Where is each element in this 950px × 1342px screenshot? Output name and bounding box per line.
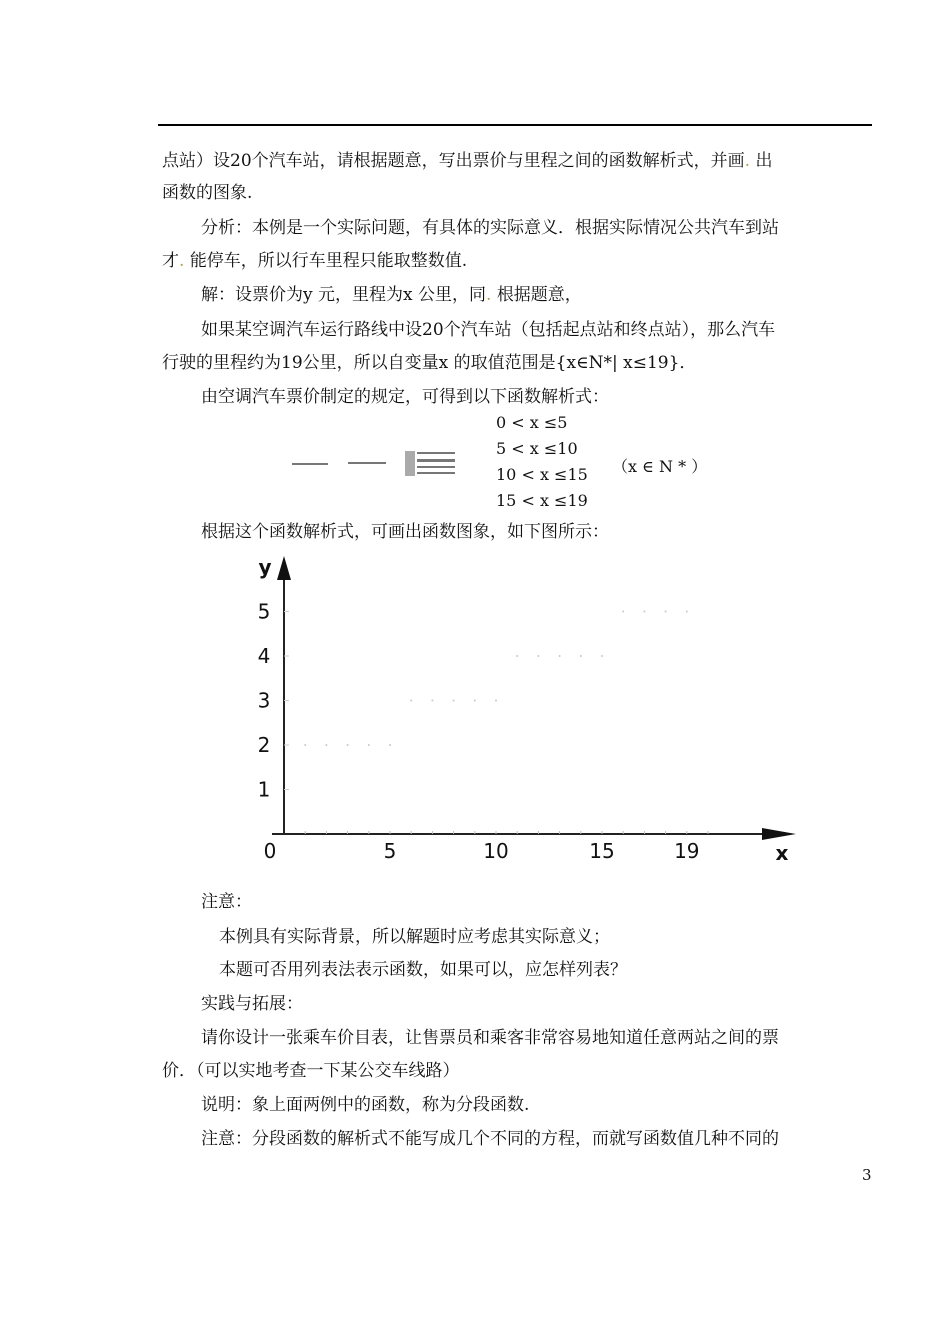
data-point [453,700,455,702]
x-tick-label: 15 [589,839,615,863]
text-line-17: 注意：分段函数的解析式不能写成几个不同的方程，而就写函数值几种不同的 [201,1129,779,1149]
y-axis-arrow [277,556,291,580]
text-line-9: 根据这个函数解析式，可画出函数图象，如下图所示： [201,522,609,542]
formula-domain: （x ∈ N * ） [612,457,708,476]
data-point [431,700,433,702]
text-line-13: 实践与拓展： [201,994,303,1014]
data-point [686,611,688,613]
data-point [325,744,327,746]
text-line-7: 行驶的里程约为19公里，所以自变量x 的取值范围是{x∈N*| x≤19}． [162,353,697,373]
data-point [410,700,412,702]
function-graph [240,548,810,868]
condition-1: 0 < x ≤5 [496,413,568,432]
text-line-3: 分析：本例是一个实际问题，有具体的实际意义．根据实际情况公共汽车到站 [201,218,779,238]
y-tick-label: 3 [257,688,271,713]
condition-4: 15 < x ≤19 [496,491,588,510]
data-point [347,744,349,746]
text-line-4: 才. 能停车，所以行车里程只能取整数值. [162,251,468,271]
data-point [643,611,645,613]
text-line-2: 函数的图象. [162,183,253,203]
y-tick-label: 5 [257,599,271,624]
data-point [622,611,624,613]
text-line-15: 价．（可以实地考查一下某公交车线路） [162,1061,460,1081]
condition-3: 10 < x ≤15 [496,465,588,484]
data-point [474,700,476,702]
text-line-12: 本题可否用列表法表示函数，如果可以，应怎样列表？ [219,960,627,980]
text-line-8: 由空调汽车票价制定的规定，可得到以下函数解析式： [201,387,609,407]
data-point [304,744,306,746]
y-axis-label: y [258,555,272,579]
page-number: 3 [862,1166,872,1184]
x-tick-label: 10 [483,839,509,863]
data-point [601,655,603,657]
data-point [495,700,497,702]
x-tick-label: 0 [263,839,277,863]
text-line-16: 说明：象上面两例中的函数，称为分段函数. [201,1095,530,1115]
condition-2: 5 < x ≤10 [496,439,578,458]
x-tick-label: 5 [383,839,397,863]
header-rule [158,124,872,126]
data-point [580,655,582,657]
data-point [389,744,391,746]
text-line-14: 请你设计一张乘车价目表，让售票员和乘客非常容易地知道任意两站之间的票 [201,1028,779,1048]
data-point [665,611,667,613]
data-point [559,655,561,657]
y-tick-label: 1 [257,777,271,802]
x-axis-arrow [762,828,796,840]
text-line-1: 点站）设20个汽车站，请根据题意，写出票价与里程之间的函数解析式，并画. 出 [162,151,773,171]
text-line-10: 注意： [201,892,252,912]
data-point [368,744,370,746]
text-line-11: 本例具有实际背景，所以解题时应考虑其实际意义； [219,927,610,947]
x-axis-label: x [775,841,789,865]
y-tick-label: 4 [257,644,271,668]
formula-conditions [496,410,588,514]
text-line-6: 如果某空调汽车运行路线中设20个汽车站（包括起点站和终点站），那么汽车 [201,320,776,340]
y-tick-label: 2 [257,733,271,757]
x-tick-label: 19 [674,839,700,863]
data-point [537,655,539,657]
data-point [516,655,518,657]
text-line-5: 解：设票价为y 元，里程为x 公里，同. 根据题意， [201,285,582,305]
